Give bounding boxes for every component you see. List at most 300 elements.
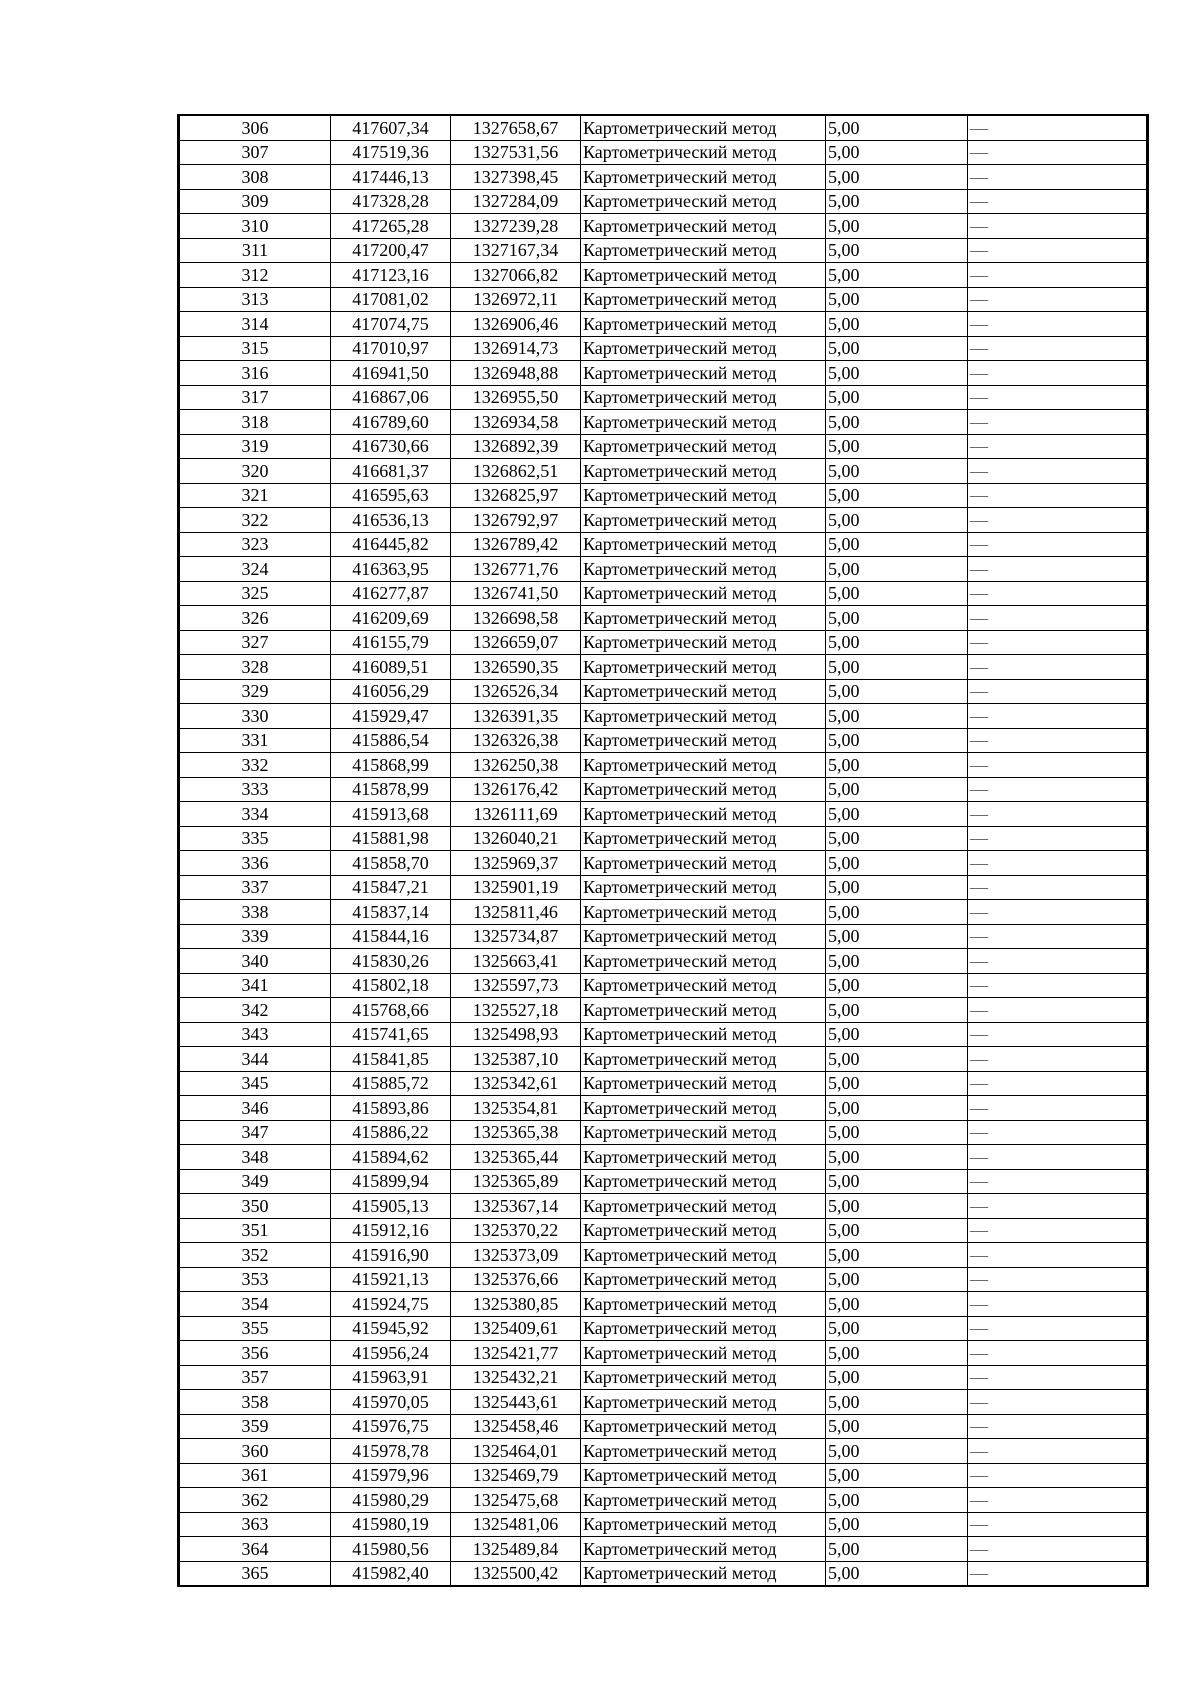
method-cell: Картометрический метод <box>581 875 826 900</box>
description-cell: — <box>968 140 1148 165</box>
method-cell: Картометрический метод <box>581 385 826 410</box>
table-row <box>179 115 1148 140</box>
description-cell: — <box>968 1341 1148 1366</box>
method-cell: Картометрический метод <box>581 361 826 386</box>
method-cell: Картометрический метод <box>581 483 826 508</box>
precision-cell: 5,00 <box>826 214 968 239</box>
point-number-cell: 363 <box>179 1512 331 1537</box>
method-cell: Картометрический метод <box>581 1439 826 1464</box>
description-cell: — <box>968 826 1148 851</box>
y-coordinate-cell: 1326825,97 <box>451 483 581 508</box>
method-cell: Картометрический метод <box>581 1463 826 1488</box>
precision-cell: 5,00 <box>826 165 968 190</box>
precision-cell: 5,00 <box>826 434 968 459</box>
point-number-cell: 308 <box>179 165 331 190</box>
x-coordinate-cell: 415956,24 <box>331 1341 451 1366</box>
table-row <box>179 998 1148 1023</box>
y-coordinate-cell: 1326659,07 <box>451 630 581 655</box>
point-number-cell: 333 <box>179 777 331 802</box>
x-coordinate-cell: 415929,47 <box>331 704 451 729</box>
x-coordinate-cell: 417010,97 <box>331 336 451 361</box>
y-coordinate-cell: 1325365,38 <box>451 1120 581 1145</box>
method-cell: Картометрический метод <box>581 900 826 925</box>
y-coordinate-cell: 1325901,19 <box>451 875 581 900</box>
table-row <box>179 1047 1148 1072</box>
description-cell: — <box>968 875 1148 900</box>
table-row <box>179 140 1148 165</box>
description-cell: — <box>968 728 1148 753</box>
precision-cell: 5,00 <box>826 875 968 900</box>
y-coordinate-cell: 1325367,14 <box>451 1194 581 1219</box>
method-cell: Картометрический метод <box>581 165 826 190</box>
table-row <box>179 1488 1148 1513</box>
precision-cell: 5,00 <box>826 1316 968 1341</box>
x-coordinate-cell: 417607,34 <box>331 115 451 140</box>
precision-cell: 5,00 <box>826 483 968 508</box>
x-coordinate-cell: 415878,99 <box>331 777 451 802</box>
precision-cell: 5,00 <box>826 679 968 704</box>
y-coordinate-cell: 1325342,61 <box>451 1071 581 1096</box>
description-cell: — <box>968 1488 1148 1513</box>
y-coordinate-cell: 1326862,51 <box>451 459 581 484</box>
table-row <box>179 1169 1148 1194</box>
point-number-cell: 315 <box>179 336 331 361</box>
point-number-cell: 325 <box>179 581 331 606</box>
y-coordinate-cell: 1326771,76 <box>451 557 581 582</box>
y-coordinate-cell: 1325421,77 <box>451 1341 581 1366</box>
precision-cell: 5,00 <box>826 753 968 778</box>
table-row <box>179 287 1148 312</box>
precision-cell: 5,00 <box>826 1145 968 1170</box>
description-cell: — <box>968 1194 1148 1219</box>
point-number-cell: 361 <box>179 1463 331 1488</box>
method-cell: Картометрический метод <box>581 851 826 876</box>
description-cell: — <box>968 581 1148 606</box>
table-row <box>179 973 1148 998</box>
point-number-cell: 359 <box>179 1414 331 1439</box>
table-row <box>179 1414 1148 1439</box>
description-cell: — <box>968 1512 1148 1537</box>
table-row <box>179 508 1148 533</box>
table-row <box>179 385 1148 410</box>
description-cell: — <box>968 1218 1148 1243</box>
x-coordinate-cell: 415802,18 <box>331 973 451 998</box>
point-number-cell: 311 <box>179 238 331 263</box>
point-number-cell: 329 <box>179 679 331 704</box>
x-coordinate-cell: 415885,72 <box>331 1071 451 1096</box>
method-cell: Картометрический метод <box>581 189 826 214</box>
description-cell: — <box>968 459 1148 484</box>
method-cell: Картометрический метод <box>581 1169 826 1194</box>
x-coordinate-cell: 416445,82 <box>331 532 451 557</box>
point-number-cell: 346 <box>179 1096 331 1121</box>
precision-cell: 5,00 <box>826 1512 968 1537</box>
description-cell: — <box>968 973 1148 998</box>
precision-cell: 5,00 <box>826 1047 968 1072</box>
x-coordinate-cell: 415893,86 <box>331 1096 451 1121</box>
description-cell: — <box>968 287 1148 312</box>
x-coordinate-cell: 415913,68 <box>331 802 451 827</box>
table-row <box>179 532 1148 557</box>
description-cell: — <box>968 1047 1148 1072</box>
table-row <box>179 1316 1148 1341</box>
precision-cell: 5,00 <box>826 900 968 925</box>
method-cell: Картометрический метод <box>581 410 826 435</box>
y-coordinate-cell: 1327167,34 <box>451 238 581 263</box>
method-cell: Картометрический метод <box>581 1071 826 1096</box>
y-coordinate-cell: 1325469,79 <box>451 1463 581 1488</box>
precision-cell: 5,00 <box>826 361 968 386</box>
precision-cell: 5,00 <box>826 1439 968 1464</box>
precision-cell: 5,00 <box>826 410 968 435</box>
table-row <box>179 924 1148 949</box>
point-number-cell: 317 <box>179 385 331 410</box>
description-cell: — <box>968 214 1148 239</box>
description-cell: — <box>968 1365 1148 1390</box>
description-cell: — <box>968 508 1148 533</box>
precision-cell: 5,00 <box>826 1463 968 1488</box>
y-coordinate-cell: 1326698,58 <box>451 606 581 631</box>
point-number-cell: 319 <box>179 434 331 459</box>
y-coordinate-cell: 1325597,73 <box>451 973 581 998</box>
description-cell: — <box>968 385 1148 410</box>
precision-cell: 5,00 <box>826 508 968 533</box>
precision-cell: 5,00 <box>826 312 968 337</box>
x-coordinate-cell: 416277,87 <box>331 581 451 606</box>
point-number-cell: 327 <box>179 630 331 655</box>
description-cell: — <box>968 483 1148 508</box>
table-row <box>179 483 1148 508</box>
point-number-cell: 314 <box>179 312 331 337</box>
table-row <box>179 900 1148 925</box>
y-coordinate-cell: 1325475,68 <box>451 1488 581 1513</box>
point-number-cell: 312 <box>179 263 331 288</box>
x-coordinate-cell: 416941,50 <box>331 361 451 386</box>
table-row <box>179 1267 1148 1292</box>
point-number-cell: 332 <box>179 753 331 778</box>
method-cell: Картометрический метод <box>581 777 826 802</box>
precision-cell: 5,00 <box>826 826 968 851</box>
method-cell: Картометрический метод <box>581 287 826 312</box>
x-coordinate-cell: 415945,92 <box>331 1316 451 1341</box>
point-number-cell: 351 <box>179 1218 331 1243</box>
precision-cell: 5,00 <box>826 606 968 631</box>
x-coordinate-cell: 417074,75 <box>331 312 451 337</box>
method-cell: Картометрический метод <box>581 1120 826 1145</box>
point-number-cell: 347 <box>179 1120 331 1145</box>
coordinates-table <box>177 114 1149 1587</box>
table-row <box>179 165 1148 190</box>
x-coordinate-cell: 415982,40 <box>331 1561 451 1586</box>
y-coordinate-cell: 1326792,97 <box>451 508 581 533</box>
x-coordinate-cell: 415886,22 <box>331 1120 451 1145</box>
table-row <box>179 679 1148 704</box>
x-coordinate-cell: 415768,66 <box>331 998 451 1023</box>
method-cell: Картометрический метод <box>581 263 826 288</box>
y-coordinate-cell: 1326250,38 <box>451 753 581 778</box>
precision-cell: 5,00 <box>826 532 968 557</box>
precision-cell: 5,00 <box>826 1365 968 1390</box>
table-row <box>179 851 1148 876</box>
precision-cell: 5,00 <box>826 115 968 140</box>
x-coordinate-cell: 416681,37 <box>331 459 451 484</box>
point-number-cell: 336 <box>179 851 331 876</box>
table-row <box>179 1243 1148 1268</box>
method-cell: Картометрический метод <box>581 1218 826 1243</box>
method-cell: Картометрический метод <box>581 459 826 484</box>
x-coordinate-cell: 415912,16 <box>331 1218 451 1243</box>
method-cell: Картометрический метод <box>581 802 826 827</box>
point-number-cell: 306 <box>179 115 331 140</box>
precision-cell: 5,00 <box>826 1414 968 1439</box>
description-cell: — <box>968 1390 1148 1415</box>
y-coordinate-cell: 1326176,42 <box>451 777 581 802</box>
point-number-cell: 345 <box>179 1071 331 1096</box>
y-coordinate-cell: 1325387,10 <box>451 1047 581 1072</box>
y-coordinate-cell: 1325734,87 <box>451 924 581 949</box>
y-coordinate-cell: 1326906,46 <box>451 312 581 337</box>
description-cell: — <box>968 606 1148 631</box>
y-coordinate-cell: 1325500,42 <box>451 1561 581 1586</box>
table-row <box>179 1365 1148 1390</box>
method-cell: Картометрический метод <box>581 949 826 974</box>
y-coordinate-cell: 1325498,93 <box>451 1022 581 1047</box>
description-cell: — <box>968 557 1148 582</box>
point-number-cell: 340 <box>179 949 331 974</box>
precision-cell: 5,00 <box>826 140 968 165</box>
table-row <box>179 238 1148 263</box>
x-coordinate-cell: 415841,85 <box>331 1047 451 1072</box>
table-row <box>179 704 1148 729</box>
point-number-cell: 309 <box>179 189 331 214</box>
x-coordinate-cell: 416730,66 <box>331 434 451 459</box>
table-row <box>179 1096 1148 1121</box>
method-cell: Картометрический метод <box>581 1488 826 1513</box>
precision-cell: 5,00 <box>826 630 968 655</box>
x-coordinate-cell: 415905,13 <box>331 1194 451 1219</box>
table-row <box>179 336 1148 361</box>
point-number-cell: 355 <box>179 1316 331 1341</box>
method-cell: Картометрический метод <box>581 1414 826 1439</box>
description-cell: — <box>968 1267 1148 1292</box>
description-cell: — <box>968 165 1148 190</box>
method-cell: Картометрический метод <box>581 1316 826 1341</box>
y-coordinate-cell: 1325365,44 <box>451 1145 581 1170</box>
method-cell: Картометрический метод <box>581 557 826 582</box>
point-number-cell: 316 <box>179 361 331 386</box>
description-cell: — <box>968 704 1148 729</box>
x-coordinate-cell: 415979,96 <box>331 1463 451 1488</box>
method-cell: Картометрический метод <box>581 1561 826 1586</box>
method-cell: Картометрический метод <box>581 826 826 851</box>
y-coordinate-cell: 1326892,39 <box>451 434 581 459</box>
description-cell: — <box>968 1022 1148 1047</box>
point-number-cell: 339 <box>179 924 331 949</box>
description-cell: — <box>968 900 1148 925</box>
point-number-cell: 322 <box>179 508 331 533</box>
point-number-cell: 320 <box>179 459 331 484</box>
point-number-cell: 323 <box>179 532 331 557</box>
y-coordinate-cell: 1326590,35 <box>451 655 581 680</box>
description-cell: — <box>968 1243 1148 1268</box>
y-coordinate-cell: 1326914,73 <box>451 336 581 361</box>
x-coordinate-cell: 415980,29 <box>331 1488 451 1513</box>
description-cell: — <box>968 336 1148 361</box>
y-coordinate-cell: 1325443,61 <box>451 1390 581 1415</box>
point-number-cell: 331 <box>179 728 331 753</box>
point-number-cell: 334 <box>179 802 331 827</box>
x-coordinate-cell: 415963,91 <box>331 1365 451 1390</box>
table-row <box>179 1145 1148 1170</box>
description-cell: — <box>968 434 1148 459</box>
description-cell: — <box>968 753 1148 778</box>
table-row <box>179 1022 1148 1047</box>
method-cell: Картометрический метод <box>581 679 826 704</box>
method-cell: Картометрический метод <box>581 312 826 337</box>
point-number-cell: 365 <box>179 1561 331 1586</box>
description-cell: — <box>968 655 1148 680</box>
y-coordinate-cell: 1326391,35 <box>451 704 581 729</box>
x-coordinate-cell: 415837,14 <box>331 900 451 925</box>
y-coordinate-cell: 1326972,11 <box>451 287 581 312</box>
table-row <box>179 777 1148 802</box>
y-coordinate-cell: 1327658,67 <box>451 115 581 140</box>
y-coordinate-cell: 1326955,50 <box>451 385 581 410</box>
y-coordinate-cell: 1326934,58 <box>451 410 581 435</box>
y-coordinate-cell: 1327398,45 <box>451 165 581 190</box>
x-coordinate-cell: 415980,19 <box>331 1512 451 1537</box>
table-row <box>179 189 1148 214</box>
y-coordinate-cell: 1326326,38 <box>451 728 581 753</box>
x-coordinate-cell: 415847,21 <box>331 875 451 900</box>
point-number-cell: 364 <box>179 1537 331 1562</box>
method-cell: Картометрический метод <box>581 214 826 239</box>
point-number-cell: 326 <box>179 606 331 631</box>
x-coordinate-cell: 415894,62 <box>331 1145 451 1170</box>
precision-cell: 5,00 <box>826 1390 968 1415</box>
description-cell: — <box>968 924 1148 949</box>
y-coordinate-cell: 1327239,28 <box>451 214 581 239</box>
table-row <box>179 581 1148 606</box>
description-cell: — <box>968 1463 1148 1488</box>
precision-cell: 5,00 <box>826 287 968 312</box>
method-cell: Картометрический метод <box>581 973 826 998</box>
x-coordinate-cell: 415921,13 <box>331 1267 451 1292</box>
y-coordinate-cell: 1327531,56 <box>451 140 581 165</box>
x-coordinate-cell: 415868,99 <box>331 753 451 778</box>
description-cell: — <box>968 1145 1148 1170</box>
point-number-cell: 352 <box>179 1243 331 1268</box>
table-row <box>179 1341 1148 1366</box>
point-number-cell: 307 <box>179 140 331 165</box>
description-cell: — <box>968 998 1148 1023</box>
method-cell: Картометрический метод <box>581 704 826 729</box>
table-row <box>179 1512 1148 1537</box>
method-cell: Картометрический метод <box>581 728 826 753</box>
method-cell: Картометрический метод <box>581 924 826 949</box>
table-row <box>179 826 1148 851</box>
x-coordinate-cell: 415886,54 <box>331 728 451 753</box>
method-cell: Картометрический метод <box>581 581 826 606</box>
precision-cell: 5,00 <box>826 1096 968 1121</box>
x-coordinate-cell: 415741,65 <box>331 1022 451 1047</box>
precision-cell: 5,00 <box>826 973 968 998</box>
point-number-cell: 343 <box>179 1022 331 1047</box>
description-cell: — <box>968 777 1148 802</box>
y-coordinate-cell: 1325464,01 <box>451 1439 581 1464</box>
precision-cell: 5,00 <box>826 1243 968 1268</box>
precision-cell: 5,00 <box>826 557 968 582</box>
method-cell: Картометрический метод <box>581 606 826 631</box>
table-row <box>179 1561 1148 1586</box>
y-coordinate-cell: 1325370,22 <box>451 1218 581 1243</box>
table-row <box>179 728 1148 753</box>
y-coordinate-cell: 1325365,89 <box>451 1169 581 1194</box>
point-number-cell: 324 <box>179 557 331 582</box>
table-row <box>179 434 1148 459</box>
table-row <box>179 1463 1148 1488</box>
x-coordinate-cell: 415899,94 <box>331 1169 451 1194</box>
point-number-cell: 342 <box>179 998 331 1023</box>
y-coordinate-cell: 1325527,18 <box>451 998 581 1023</box>
y-coordinate-cell: 1325354,81 <box>451 1096 581 1121</box>
method-cell: Картометрический метод <box>581 238 826 263</box>
description-cell: — <box>968 263 1148 288</box>
x-coordinate-cell: 415980,56 <box>331 1537 451 1562</box>
precision-cell: 5,00 <box>826 238 968 263</box>
y-coordinate-cell: 1325380,85 <box>451 1292 581 1317</box>
precision-cell: 5,00 <box>826 924 968 949</box>
description-cell: — <box>968 115 1148 140</box>
precision-cell: 5,00 <box>826 1120 968 1145</box>
x-coordinate-cell: 415830,26 <box>331 949 451 974</box>
description-cell: — <box>968 1414 1148 1439</box>
y-coordinate-cell: 1325969,37 <box>451 851 581 876</box>
y-coordinate-cell: 1325432,21 <box>451 1365 581 1390</box>
x-coordinate-cell: 415924,75 <box>331 1292 451 1317</box>
x-coordinate-cell: 416089,51 <box>331 655 451 680</box>
precision-cell: 5,00 <box>826 1022 968 1047</box>
method-cell: Картометрический метод <box>581 532 826 557</box>
method-cell: Картометрический метод <box>581 140 826 165</box>
description-cell: — <box>968 532 1148 557</box>
x-coordinate-cell: 415916,90 <box>331 1243 451 1268</box>
table-row <box>179 263 1148 288</box>
table-row <box>179 1120 1148 1145</box>
method-cell: Картометрический метод <box>581 1390 826 1415</box>
description-cell: — <box>968 238 1148 263</box>
x-coordinate-cell: 415976,75 <box>331 1414 451 1439</box>
y-coordinate-cell: 1327066,82 <box>451 263 581 288</box>
description-cell: — <box>968 679 1148 704</box>
point-number-cell: 321 <box>179 483 331 508</box>
description-cell: — <box>968 410 1148 435</box>
x-coordinate-cell: 416056,29 <box>331 679 451 704</box>
precision-cell: 5,00 <box>826 802 968 827</box>
precision-cell: 5,00 <box>826 1537 968 1562</box>
point-number-cell: 328 <box>179 655 331 680</box>
table-row <box>179 1194 1148 1219</box>
x-coordinate-cell: 416155,79 <box>331 630 451 655</box>
table-row <box>179 606 1148 631</box>
y-coordinate-cell: 1325458,46 <box>451 1414 581 1439</box>
precision-cell: 5,00 <box>826 1194 968 1219</box>
description-cell: — <box>968 1292 1148 1317</box>
x-coordinate-cell: 415858,70 <box>331 851 451 876</box>
description-cell: — <box>968 1537 1148 1562</box>
y-coordinate-cell: 1325481,06 <box>451 1512 581 1537</box>
y-coordinate-cell: 1326526,34 <box>451 679 581 704</box>
